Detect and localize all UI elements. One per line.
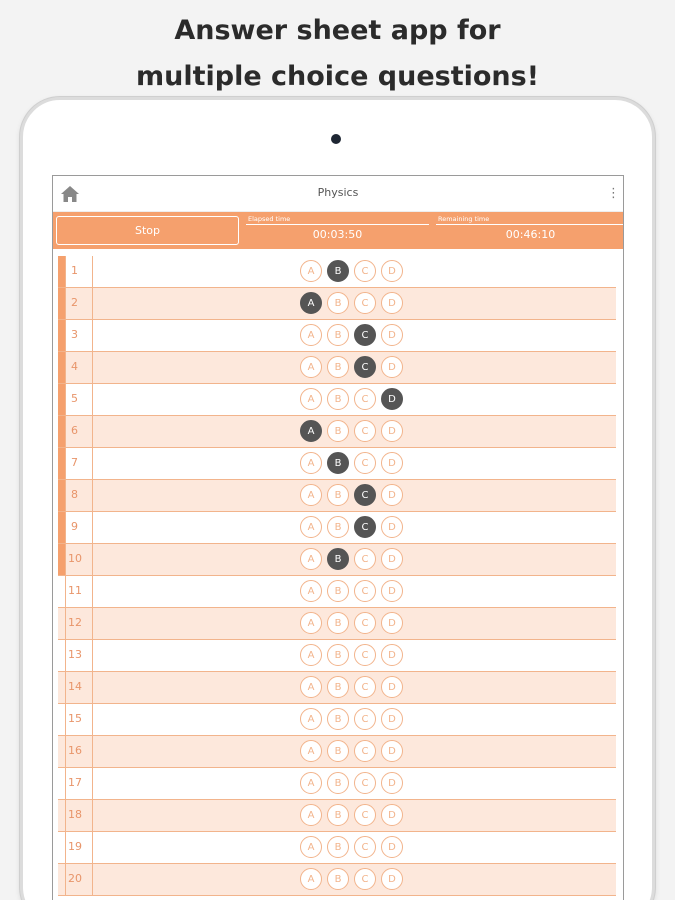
- elapsed-time-value: 00:03:50: [312, 228, 363, 241]
- choice-c-button[interactable]: C: [354, 580, 376, 602]
- promo-headline-line2: multiple choice questions!: [135, 61, 540, 92]
- question-row: [58, 256, 616, 288]
- answered-marker: [58, 352, 65, 383]
- answered-marker: [58, 672, 65, 703]
- choice-d-button[interactable]: D: [381, 452, 403, 474]
- choice-group: [300, 388, 403, 412]
- choice-d-button[interactable]: D: [381, 772, 403, 794]
- choice-b-button[interactable]: B: [327, 516, 349, 538]
- question-number: 17: [68, 776, 82, 789]
- question-number: 16: [68, 744, 82, 757]
- choice-group: [300, 740, 403, 764]
- answered-marker: [58, 736, 65, 767]
- choice-b-button[interactable]: B: [327, 676, 349, 698]
- choice-a-button[interactable]: A: [300, 580, 322, 602]
- choice-c-button[interactable]: C: [354, 772, 376, 794]
- choice-b-button[interactable]: B: [327, 388, 349, 410]
- answered-marker: [58, 864, 65, 895]
- question-number-cell: [65, 384, 93, 415]
- choice-b-button[interactable]: B: [327, 580, 349, 602]
- choice-a-button[interactable]: A: [300, 484, 322, 506]
- answered-marker: [58, 384, 65, 415]
- remaining-time-value: 00:46:10: [505, 228, 556, 241]
- choice-c-button[interactable]: C: [354, 452, 376, 474]
- more-vertical-icon[interactable]: ⋮: [607, 186, 620, 201]
- page-title: Physics: [317, 186, 359, 199]
- choice-c-button[interactable]: C: [354, 676, 376, 698]
- choice-c-button[interactable]: C: [354, 292, 376, 314]
- question-row: [58, 288, 616, 320]
- choice-b-button[interactable]: B: [327, 260, 349, 282]
- choice-a-button[interactable]: A: [300, 356, 322, 378]
- promo-headline: [0, 8, 675, 100]
- choice-group: [300, 452, 403, 476]
- choice-b-button[interactable]: B: [327, 420, 349, 442]
- choice-d-button[interactable]: D: [381, 868, 403, 890]
- choice-a-button[interactable]: A: [300, 612, 322, 634]
- choice-group: [300, 260, 403, 284]
- question-number-cell: [65, 320, 93, 351]
- answered-marker: [58, 480, 65, 511]
- question-number: 6: [71, 424, 78, 437]
- question-number: 20: [68, 872, 82, 885]
- choice-group: [300, 420, 403, 444]
- choice-c-button[interactable]: C: [354, 260, 376, 282]
- choice-a-button[interactable]: A: [300, 740, 322, 762]
- choice-c-button[interactable]: C: [354, 740, 376, 762]
- choice-a-button[interactable]: A: [300, 676, 322, 698]
- question-number-cell: [65, 352, 93, 383]
- question-number-cell: [65, 256, 93, 287]
- choice-b-button[interactable]: B: [327, 356, 349, 378]
- question-row: [58, 704, 616, 736]
- question-row: [58, 512, 616, 544]
- choice-a-button[interactable]: A: [300, 772, 322, 794]
- question-row: [58, 768, 616, 800]
- choice-group: [300, 356, 403, 380]
- timer-bar: [53, 212, 623, 249]
- answered-marker: [58, 640, 65, 671]
- choice-d-button[interactable]: D: [381, 612, 403, 634]
- question-number: 7: [71, 456, 78, 469]
- choice-d-button[interactable]: D: [381, 420, 403, 442]
- choice-b-button[interactable]: B: [327, 644, 349, 666]
- question-row: [58, 736, 616, 768]
- question-row: [58, 480, 616, 512]
- choice-d-button[interactable]: D: [381, 484, 403, 506]
- choice-b-button[interactable]: B: [327, 452, 349, 474]
- answered-marker: [58, 320, 65, 351]
- choice-group: [300, 644, 403, 668]
- choice-d-button[interactable]: D: [381, 804, 403, 826]
- question-row: [58, 448, 616, 480]
- elapsed-time-label: Elapsed time: [246, 214, 429, 225]
- question-number: 2: [71, 296, 78, 309]
- choice-d-button[interactable]: D: [381, 516, 403, 538]
- question-number-cell: [65, 288, 93, 319]
- choice-c-button[interactable]: C: [354, 836, 376, 858]
- question-number: 11: [68, 584, 82, 597]
- choice-d-button[interactable]: D: [381, 388, 403, 410]
- choice-group: [300, 324, 403, 348]
- question-number: 10: [68, 552, 82, 565]
- choice-b-button[interactable]: B: [327, 548, 349, 570]
- question-number: 4: [71, 360, 78, 373]
- choice-d-button[interactable]: D: [381, 260, 403, 282]
- choice-b-button[interactable]: B: [327, 484, 349, 506]
- question-row: [58, 640, 616, 672]
- choice-c-button[interactable]: C: [354, 868, 376, 890]
- choice-d-button[interactable]: D: [381, 580, 403, 602]
- answered-marker: [58, 512, 65, 543]
- choice-a-button[interactable]: A: [300, 324, 322, 346]
- elapsed-time: [246, 214, 429, 247]
- question-number: 8: [71, 488, 78, 501]
- app-bar: [53, 176, 623, 212]
- question-row: [58, 576, 616, 608]
- answered-marker: [58, 832, 65, 863]
- question-number: 9: [71, 520, 78, 533]
- choice-d-button[interactable]: D: [381, 644, 403, 666]
- question-row: [58, 416, 616, 448]
- choice-group: [300, 292, 403, 316]
- answered-marker: [58, 576, 65, 607]
- choice-b-button[interactable]: B: [327, 612, 349, 634]
- choice-d-button[interactable]: D: [381, 292, 403, 314]
- question-row: [58, 672, 616, 704]
- choice-c-button[interactable]: C: [354, 644, 376, 666]
- question-number: 3: [71, 328, 78, 341]
- choice-d-button[interactable]: D: [381, 836, 403, 858]
- question-number: 12: [68, 616, 82, 629]
- choice-c-button[interactable]: C: [354, 324, 376, 346]
- choice-b-button[interactable]: B: [327, 772, 349, 794]
- choice-group: [300, 804, 403, 828]
- choice-a-button[interactable]: A: [300, 804, 322, 826]
- question-row: [58, 544, 616, 576]
- choice-b-button[interactable]: B: [327, 324, 349, 346]
- answered-marker: [58, 608, 65, 639]
- choice-b-button[interactable]: B: [327, 708, 349, 730]
- question-row: [58, 800, 616, 832]
- question-number-cell: [65, 416, 93, 447]
- answered-marker: [58, 256, 65, 287]
- choice-a-button[interactable]: A: [300, 452, 322, 474]
- choice-d-button[interactable]: D: [381, 676, 403, 698]
- question-row: [58, 352, 616, 384]
- choice-group: [300, 548, 403, 572]
- choice-c-button[interactable]: C: [354, 516, 376, 538]
- camera-dot: [331, 134, 341, 144]
- choice-c-button[interactable]: C: [354, 612, 376, 634]
- question-number-cell: [65, 448, 93, 479]
- choice-a-button[interactable]: A: [300, 836, 322, 858]
- remaining-time: [436, 214, 624, 247]
- choice-c-button[interactable]: C: [354, 484, 376, 506]
- question-row: [58, 864, 616, 896]
- choice-group: [300, 868, 403, 892]
- choice-a-button[interactable]: A: [300, 420, 322, 442]
- choice-a-button[interactable]: A: [300, 292, 322, 314]
- choice-group: [300, 484, 403, 508]
- choice-a-button[interactable]: A: [300, 868, 322, 890]
- choice-group: [300, 836, 403, 860]
- choice-group: [300, 580, 403, 604]
- answered-marker: [58, 288, 65, 319]
- question-number: 14: [68, 680, 82, 693]
- question-number: 13: [68, 648, 82, 661]
- choice-a-button[interactable]: A: [300, 516, 322, 538]
- choice-b-button[interactable]: B: [327, 868, 349, 890]
- answer-sheet: [58, 256, 616, 896]
- question-number-cell: [65, 480, 93, 511]
- question-row: [58, 608, 616, 640]
- question-number: 19: [68, 840, 82, 853]
- promo-headline-line1: Answer sheet app for: [174, 15, 501, 46]
- answered-marker: [58, 416, 65, 447]
- choice-b-button[interactable]: B: [327, 292, 349, 314]
- choice-group: [300, 708, 403, 732]
- choice-c-button[interactable]: C: [354, 708, 376, 730]
- answered-marker: [58, 800, 65, 831]
- choice-d-button[interactable]: D: [381, 740, 403, 762]
- stop-button[interactable]: Stop: [56, 216, 239, 245]
- answered-marker: [58, 768, 65, 799]
- choice-a-button[interactable]: A: [300, 708, 322, 730]
- question-row: [58, 384, 616, 416]
- choice-group: [300, 516, 403, 540]
- choice-a-button[interactable]: A: [300, 548, 322, 570]
- question-row: [58, 832, 616, 864]
- choice-a-button[interactable]: A: [300, 644, 322, 666]
- choice-d-button[interactable]: D: [381, 324, 403, 346]
- choice-d-button[interactable]: D: [381, 708, 403, 730]
- choice-c-button[interactable]: C: [354, 388, 376, 410]
- choice-group: [300, 612, 403, 636]
- choice-c-button[interactable]: C: [354, 804, 376, 826]
- question-number-cell: [65, 512, 93, 543]
- question-number: 18: [68, 808, 82, 821]
- answered-marker: [58, 704, 65, 735]
- question-number: 15: [68, 712, 82, 725]
- choice-a-button[interactable]: A: [300, 388, 322, 410]
- answered-marker: [58, 544, 65, 575]
- answered-marker: [58, 448, 65, 479]
- choice-d-button[interactable]: D: [381, 548, 403, 570]
- choice-b-button[interactable]: B: [327, 804, 349, 826]
- question-row: [58, 320, 616, 352]
- choice-a-button[interactable]: A: [300, 260, 322, 282]
- question-number: 5: [71, 392, 78, 405]
- choice-group: [300, 772, 403, 796]
- choice-d-button[interactable]: D: [381, 356, 403, 378]
- question-number: 1: [71, 264, 78, 277]
- choice-b-button[interactable]: B: [327, 740, 349, 762]
- choice-c-button[interactable]: C: [354, 356, 376, 378]
- choice-b-button[interactable]: B: [327, 836, 349, 858]
- choice-c-button[interactable]: C: [354, 548, 376, 570]
- remaining-time-label: Remaining time: [436, 214, 624, 225]
- choice-c-button[interactable]: C: [354, 420, 376, 442]
- choice-group: [300, 676, 403, 700]
